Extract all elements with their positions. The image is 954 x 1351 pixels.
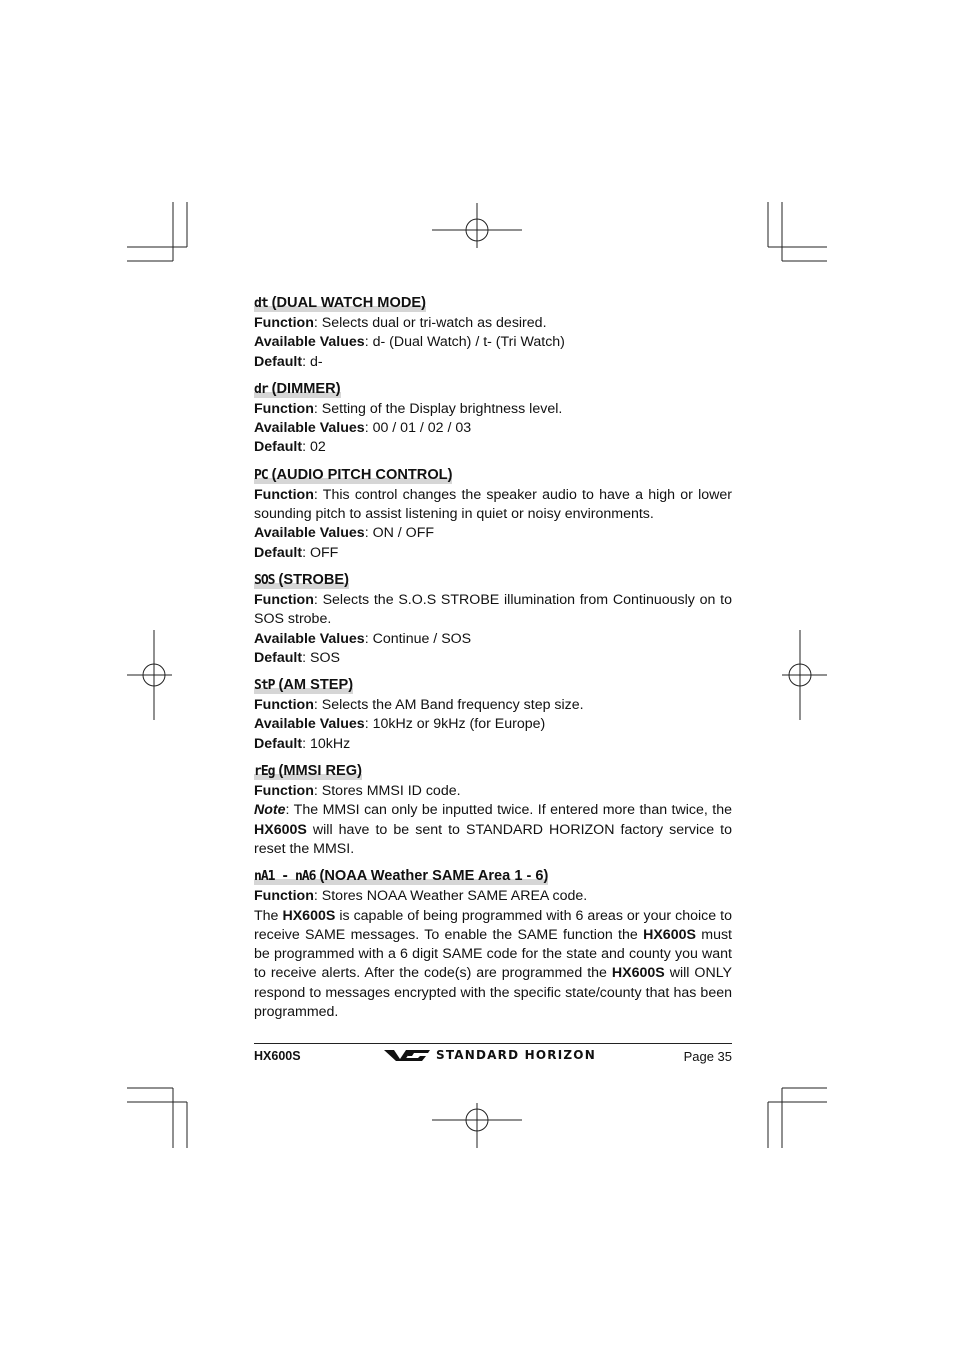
setting-mmsi-reg xyxy=(254,762,732,859)
function-line: Function: Selects the AM Band frequency step size. xyxy=(254,697,584,714)
function-line: Function: This control changes the speaker audio to have a high or lower sounding pitch to assist listening in quiet or noisy environments. xyxy=(254,486,732,523)
available-values-line: Available Values: Continue / SOS xyxy=(254,630,472,647)
setting-strobe xyxy=(254,571,732,668)
section-heading: nA1 - nA6 (NOAA Weather SAME Area 1 - 6) xyxy=(254,868,549,885)
available-values-line: Available Values: 00 / 01 / 02 / 03 xyxy=(254,420,472,437)
setting-audio-pitch xyxy=(254,466,732,563)
setting-dimmer xyxy=(254,380,732,458)
default-line: Default: SOS xyxy=(254,649,340,666)
model-name: HX600S xyxy=(254,1049,301,1063)
brand-logo xyxy=(384,1048,596,1062)
section-heading: dr (DIMMER) xyxy=(254,380,341,397)
function-line: Function: Selects the S.O.S STROBE illumination from Continuously on to SOS strobe. xyxy=(254,591,732,628)
section-heading: StP (AM STEP) xyxy=(254,677,354,694)
lcd-code: dr xyxy=(254,381,268,397)
section-heading: PC (AUDIO PITCH CONTROL) xyxy=(254,466,453,483)
function-line: Function: Setting of the Display brightness level. xyxy=(254,400,563,417)
standard-horizon-logo-icon xyxy=(384,1048,432,1062)
setting-am-step xyxy=(254,676,732,754)
function-line: Function: Selects dual or tri-watch as desired. xyxy=(254,315,547,331)
default-line: Default: 10kHz xyxy=(254,735,351,752)
lcd-code: StP xyxy=(254,678,275,694)
page-footer xyxy=(254,1043,732,1074)
function-line: Function: Stores MMSI ID code. xyxy=(254,783,461,800)
function-line: Function: Stores NOAA Weather SAME AREA code. xyxy=(254,888,588,905)
setting-dual-watch xyxy=(254,294,732,372)
section-heading: dt (DUAL WATCH MODE) xyxy=(254,295,426,311)
description-paragraph: The HX600S is capable of being programmed with 6 areas or your choice to receive SAME messages. To enable the SAME function the HX600S must be programmed with a 6 digit SAME code for the state and county you want to receive alerts. After the code(s) are programmed the HX600S will ONLY respond to messages encrypted with the specific state/county that has been programmed. xyxy=(254,907,733,1021)
section-heading: SOS (STROBE) xyxy=(254,571,350,588)
lcd-code: dt xyxy=(254,296,268,311)
available-values-line: Available Values: ON / OFF xyxy=(254,525,435,542)
note-paragraph: Note: The MMSI can only be inputted twice. If entered more than twice, the HX600S will have to be sent to STANDARD HORIZON factory service to reset the MMSI. xyxy=(254,802,732,857)
default-line: Default: d- xyxy=(254,353,323,370)
menu-settings-content xyxy=(254,294,732,1030)
setting-noaa-same-area xyxy=(254,867,732,1022)
available-values-line: Available Values: 10kHz or 9kHz (for Europe) xyxy=(254,716,546,733)
brand-name: STANDARD HORIZON xyxy=(436,1048,596,1062)
default-line: Default: OFF xyxy=(254,544,339,561)
lcd-code: SOS xyxy=(254,572,275,588)
default-line: Default: 02 xyxy=(254,439,326,456)
page-number: Page 35 xyxy=(683,1049,732,1064)
lcd-code: rEg xyxy=(254,764,275,780)
lcd-code: PC xyxy=(254,467,268,483)
section-heading: rEg (MMSI REG) xyxy=(254,763,362,780)
lcd-code: nA1 - nA6 xyxy=(254,869,316,885)
available-values-line: Available Values: d- (Dual Watch) / t- (Tri Watch) xyxy=(254,334,565,351)
